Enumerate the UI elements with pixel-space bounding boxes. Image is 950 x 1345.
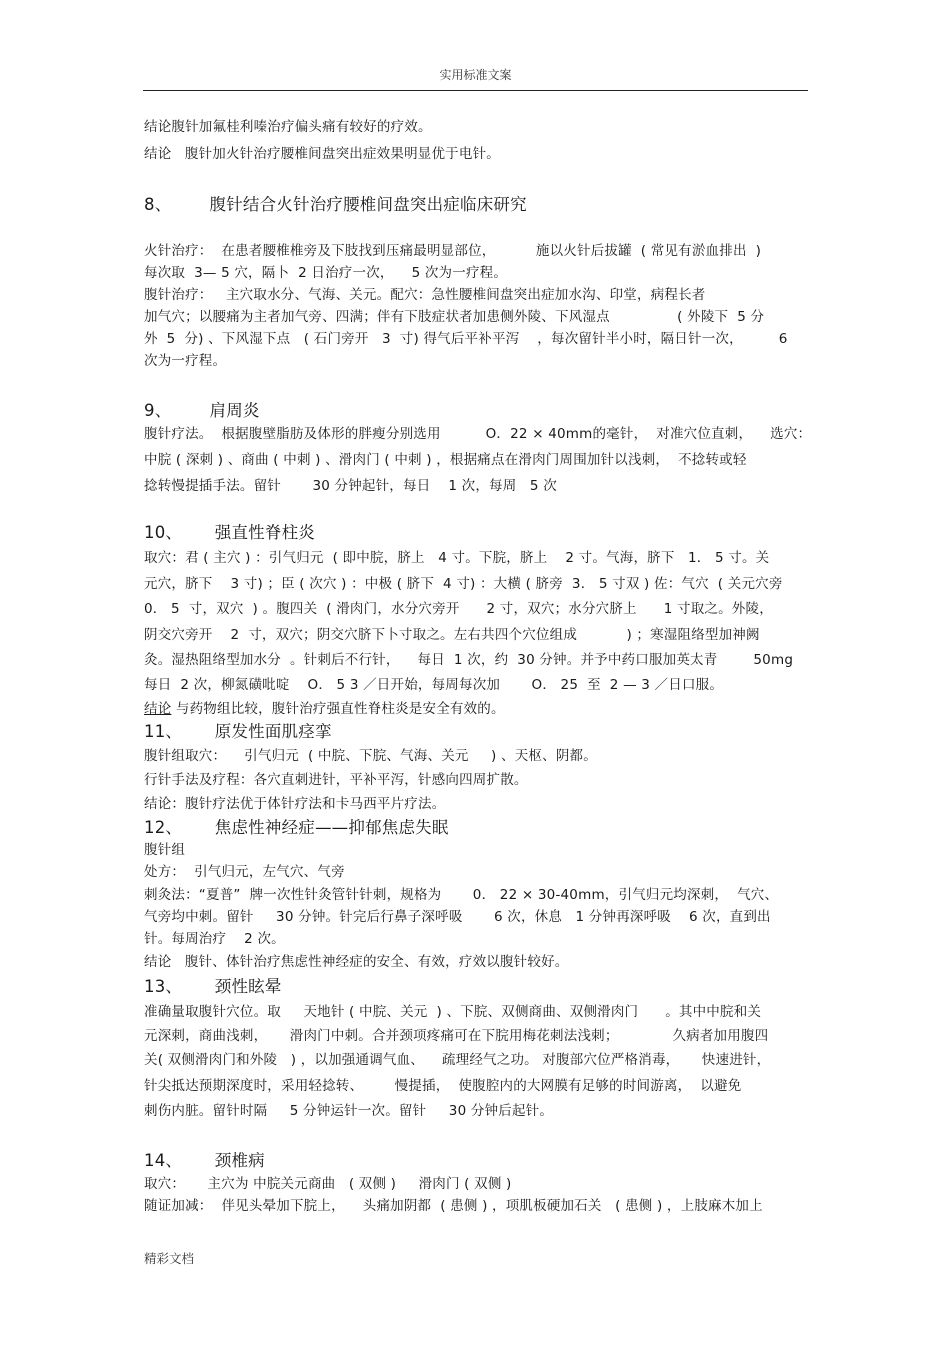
text-line: 腹针疗法。 根据腹壁脂肪及体形的胖瘦分别选用 O．22 × 40mm的毫针， 对准穴位直刺， 选穴： xyxy=(144,426,812,442)
text-line: 中脘 ( 深刺 ) 、商曲 ( 中刺 ) 、滑肉门 ( 中刺 ) ，根据痛点在滑肉门周围加针以浅刺， 不捻转或轻 xyxy=(144,452,747,468)
text-line: 火针治疗： 在患者腰椎椎旁及下肢找到压痛最明显部位， 施以火针后拔罐 ( 常见有淤血排出 ) xyxy=(144,243,762,259)
text-line: 次为一疗程。 xyxy=(144,353,227,369)
text-line: 结论 腹针、体针治疗焦虑性神经症的安全、有效，疗效以腹针较好。 xyxy=(144,954,569,970)
text-line: 气旁均中刺。留针 30 分钟。针完后行鼻子深呼吸 6 次，休息 1 分钟再深呼吸 6 次，直到出 xyxy=(144,909,771,925)
text-line: 刺灸法：“夏普” 牌一次性针灸管针针刺，规格为 0． 22 × 30-40mm，引气归元均深刺， 气穴、 xyxy=(144,887,779,903)
text-line: 刺伤内脏。留针时隔 5 分钟运针一次。留针 30 分钟后起针。 xyxy=(144,1103,554,1119)
text-line: 外 5 分) 、下风湿下点 ( 石门旁开 3 寸) 得气后平补平泻 ，每次留针半小时，隔日针一次， 6 xyxy=(144,331,788,347)
text-line: 随证加减： 伴见头晕加下脘上， 头痛加阴都 ( 患侧 ) ，项肌板硬加石关 ( 患侧 ) ，上肢麻木加上 xyxy=(144,1198,763,1214)
text-line: 捻转慢提插手法。留针 30 分钟起针，每日 1 次，每周 5 次 xyxy=(144,478,557,494)
section-heading-13: 13、 颈性眩晕 xyxy=(144,977,282,996)
section-heading-8: 8、 腹针结合火针治疗腰椎间盘突出症临床研究 xyxy=(144,195,527,214)
section-heading-12: 12、 焦虑性神经症——抑郁焦虑失眠 xyxy=(144,818,449,837)
text-line: 腹针治疗： 主穴取水分、气海、关元。配穴：急性腰椎间盘突出症加水沟、印堂，病程长者 xyxy=(144,287,706,303)
text-line: 阴交穴旁开 2 寸，双穴；阴交穴脐下卜寸取之。左右共四个穴位组成 ) ；寒湿阻络型加神阙 xyxy=(144,627,760,643)
text-line: 行针手法及疗程：各穴直刺进针，平补平泻，针感向四周扩散。 xyxy=(144,772,528,788)
text-line: 灸。湿热阻络型加水分 。针刺后不行针， 每日 1 次，约 30 分钟。并予中药口服加英太青 50mg xyxy=(144,652,794,668)
text-line: 关( 双侧滑肉门和外陵 ) ，以加强通调气血、 疏理经气之功。 对腹部穴位严格消毒， 快速进针， xyxy=(144,1052,771,1068)
text-line: 准确量取腹针穴位。取 天地针 ( 中脘、关元 ) 、下脘、双侧商曲、双侧滑肉门 。其中中脘和关 xyxy=(144,1004,762,1020)
page-footer: 精彩文档 xyxy=(144,1251,195,1266)
text-line: 处方： 引气归元，左气穴、气旁 xyxy=(144,864,345,880)
section-heading-11: 11、 原发性面肌痉挛 xyxy=(144,722,332,741)
section-heading-14: 14、 颈椎病 xyxy=(144,1151,265,1170)
section-heading-10: 10、 强直性脊柱炎 xyxy=(144,523,315,542)
text-line: 针。每周治疗 2 次。 xyxy=(144,931,285,947)
text-line: 结论腹针加氟桂利嗪治疗偏头痛有较好的疗效。 xyxy=(144,119,432,135)
text-line: 取穴：君 ( 主穴 ) ：引气归元 ( 即中脘，脐上 4 寸。下脘，脐上 2 寸。气海，脐下 1． 5 寸。关 xyxy=(144,550,770,566)
text-line: 元深刺，商曲浅刺， 滑肉门中刺。合并颈项疼痛可在下脘用梅花刺法浅刺； 久病者加用腹四 xyxy=(144,1028,769,1044)
conclusion-text: 与药物组比较，腹针治疗强直性脊柱炎是安全有效的。 xyxy=(171,701,505,717)
text-line: 腹针组 xyxy=(144,842,186,858)
text-line: 每日 2 次，柳氮磺吡啶 O． 5 3 ／日开始，每周每次加 O． 25 至 2 — 3 ／日口服。 xyxy=(144,677,724,693)
text-line: 腹针组取穴： 引气归元 ( 中脘、下脘、气海、关元 ) 、天枢、阴都。 xyxy=(144,748,597,764)
section-heading-9: 9、 肩周炎 xyxy=(144,401,260,420)
text-line: 加气穴；以腰痛为主者加气旁、四满；伴有下肢症状者加患侧外陵、下风湿点 ( 外陵下 5 分 xyxy=(144,309,765,325)
conclusion-label: 结论 xyxy=(144,701,172,717)
text-line: 每次取 3— 5 穴，隔卜 2 日治疗一次， 5 次为一疗程。 xyxy=(144,265,508,281)
text-line: 取穴： 主穴为 中脘关元商曲 ( 双侧 ) 滑肉门 ( 双侧 ) xyxy=(144,1176,512,1192)
text-line: 结论 腹针加火针治疗腰椎间盘突出症效果明显优于电针。 xyxy=(144,146,500,162)
text-line: 结论：腹针疗法优于体针疗法和卡马西平片疗法。 xyxy=(144,796,446,812)
page-header: 实用标准文案 xyxy=(439,68,512,82)
conclusion-line xyxy=(144,700,505,718)
header-rule xyxy=(143,90,808,91)
text-line: 0． 5 寸，双穴 ) 。腹四关 ( 滑肉门，水分穴旁开 2 寸，双穴；水分穴脐上 1 寸取之。外陵， xyxy=(144,601,773,617)
text-line: 针尖抵达预期深度时，采用轻捻转、 慢提插， 使腹腔内的大网膜有足够的时间游离， 以避免 xyxy=(144,1078,742,1094)
text-line: 元穴，脐下 3 寸) ；臣 ( 次穴 ) ：中极 ( 脐下 4 寸) ：大横 ( 脐旁 3． 5 寸双 ) 佐：气穴 ( 关元穴旁 xyxy=(144,576,783,592)
